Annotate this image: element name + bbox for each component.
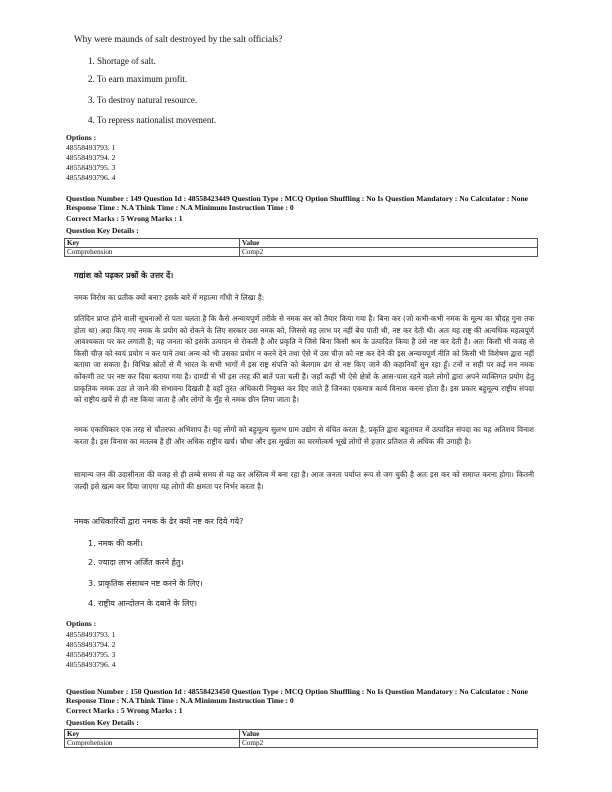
passage-heading: गद्यांश को पढ़कर प्रश्नों के उत्तर दें। <box>74 271 174 280</box>
passage-paragraph-2: नमक एकाधिकार एक तरह से चौतरफा अभिशाप है। यह लोगों को बहुमूल्य सुलभ ग्राम उद्योग से वंचित करता है, प्रकृति द्वारा बहुतायत में उत्पादित संपदा का यह अतिशय विनाश करता है। इस विनाश का मतलब है ही और अधिक राष्ट्रीय खर्च। चौथा और इस मूर्खता का चरमोत्कर्ष भूखे लोगों से हज़ार प्रतिशत से अधिक की उगाही है। <box>74 425 534 446</box>
passage-intro: नमक विरोध का प्रतीक क्यों बना? इसके बारे में महात्मा गाँधी ने लिखा है: <box>74 293 265 302</box>
question-150-key-table <box>64 729 538 748</box>
key-cell: Comprehension <box>65 248 240 257</box>
question-149-marks: Correct Marks : 5 Wrong Marks : 1 <box>66 214 183 223</box>
options-label-148: Options : <box>66 133 97 142</box>
question-150-response-time: Response Time : N.A Think Time : N.A Minimum Instruction Time : 0 <box>66 696 294 705</box>
option-id-148-4: 48558493796. 4 <box>66 173 116 182</box>
choice-149-4: 4. राष्ट्रीय आन्दोलन के दबाने के लिए। <box>88 599 198 608</box>
choice-148-3: 3. To destroy natural resource. <box>88 95 198 105</box>
choice-149-2: 2. ज्यादा लाभ अर्जित करने हेतु। <box>88 558 184 567</box>
choice-149-1: 1. नमक की कमी। <box>88 539 143 548</box>
question-149-response-time: Response Time : N.A Think Time : N.A Minimum Instruction Time : 0 <box>66 203 294 212</box>
passage-paragraph-3: सामान्य जन की उदासीनता की वजह से ही लम्बे समय से यह कर अस्तित्व में बना रहा है। आज जनता पर्याप्त रूप से जग चुकी है अतः इस कर को समाप्त करना होगा। कितनी जल्दी इसे खत्म कर दिया जाएगा यह लोगों की क्षमता पर निर्भर करता है। <box>74 470 534 491</box>
option-id-149-1: 48558493793. 1 <box>66 630 116 639</box>
value-cell: Comp2 <box>240 248 538 257</box>
value-header: Value <box>240 730 538 739</box>
option-id-148-1: 48558493793. 1 <box>66 143 116 152</box>
choice-148-4: 4. To repress nationalist movement. <box>88 115 217 125</box>
question-150-marks: Correct Marks : 5 Wrong Marks : 1 <box>66 706 183 715</box>
question-150-meta: Question Number : 150 Question Id : 48558423450 Question Type : MCQ Option Shuffling : No Is Question Mandatory : No Calculator : None <box>66 687 529 696</box>
question-150-key-details-label: Question Key Details : <box>66 718 139 727</box>
question-149-key-table <box>64 238 538 257</box>
option-id-149-2: 48558493794. 2 <box>66 640 116 649</box>
option-id-149-3: 48558493795. 3 <box>66 650 116 659</box>
question-149-text: नमक अधिकारियों द्वारा नमक के ढेर क्यों नष्ट कर दिये गये? <box>74 517 244 526</box>
key-header: Key <box>65 239 240 248</box>
key-cell: Comprehension <box>65 739 240 748</box>
choice-148-1: 1. Shortage of salt. <box>88 56 156 66</box>
passage-paragraph-1: प्रतिदिन प्राप्त होने वाली सूचनाओं से पता चलता है कि कैसे अन्यायपूर्ण तरीके से नमक कर को तैयार किया गया है। बिना कर (जो कभी-कभी नमक के मूल्य का चौदह गुना तक होता था) अदा किए गए नमक के प्रयोग को रोकने के लिए सरकार उस नमक को, जिससे वह लाभ पर नहीं बेच पाती थी, नष्ट कर देती थी। अतः यह राष्ट्र की अत्यधिक महत्वपूर्ण आवश्यकता पर कर लगाती है; यह जनता को इसके उत्पादन से रोकती है और प्रकृति ने जिसे बिना किसी श्रम के उत्पादित किया है उसे नष्ट कर देती है। अतः किसी भी वजह से किसी चीज़ को स्वयं प्रयोग न कर पाने तथा अन्य को भी उसका प्रयोग न करने देने तथा ऐसे में उस चीज़ को नष्ट कर देने की इस अन्यायपूर्ण नीति को किसी भी विशेषण द्वारा नहीं बताया जा सकता है। विभिन्न स्रोतों से मैं भारत के सभी भागों में इस राष्ट्र संपत्ति को बेलगाम ढंग से नष्ट किए जाने की कहानियाँ सुन रहा हूँ। टनों न सही पर कई मन नमक कोंकणी तट पर नष्ट कर दिया बताया गया है। दाण्डी से भी इस तरह की बातें पता चली हैं। जहाँ कहीं भी ऐसे क्षेत्रों के आस-पास रहने वाले लोगों द्वारा अपने व्यक्तिगत प्रयोग हेतु प्राकृतिक नमक उठा ले जाने की संभावना दिखती है वहाँ तुरंत अधिकारी नियुक्त कर दिए जाते हैं जिनका एकमात्र कार्य विनाश करना होता है। इस प्रकार बहुमूल्य राष्ट्रीय संपदा को राष्ट्रीय खर्चे से ही नष्ट किया जाता है और लोगों के मुँह से नमक छीन लिया जाता है। <box>74 314 534 405</box>
option-id-148-2: 48558493794. 2 <box>66 153 116 162</box>
choice-149-3: 3. प्राकृतिक संसाधन नष्ट करने के लिए। <box>88 579 203 588</box>
option-id-149-4: 48558493796. 4 <box>66 660 116 669</box>
question-149-meta: Question Number : 149 Question Id : 48558423449 Question Type : MCQ Option Shuffling : No Is Question Mandatory : No Calculator : None <box>66 194 529 203</box>
value-header: Value <box>240 239 538 248</box>
options-label-149: Options : <box>66 619 97 628</box>
choice-148-2: 2. To earn maximum profit. <box>88 74 188 84</box>
value-cell: Comp2 <box>240 739 538 748</box>
question-148-text: Why were maunds of salt destroyed by the salt officials? <box>74 34 283 44</box>
option-id-148-3: 48558493795. 3 <box>66 163 116 172</box>
key-header: Key <box>65 730 240 739</box>
question-149-key-details-label: Question Key Details : <box>66 226 139 235</box>
